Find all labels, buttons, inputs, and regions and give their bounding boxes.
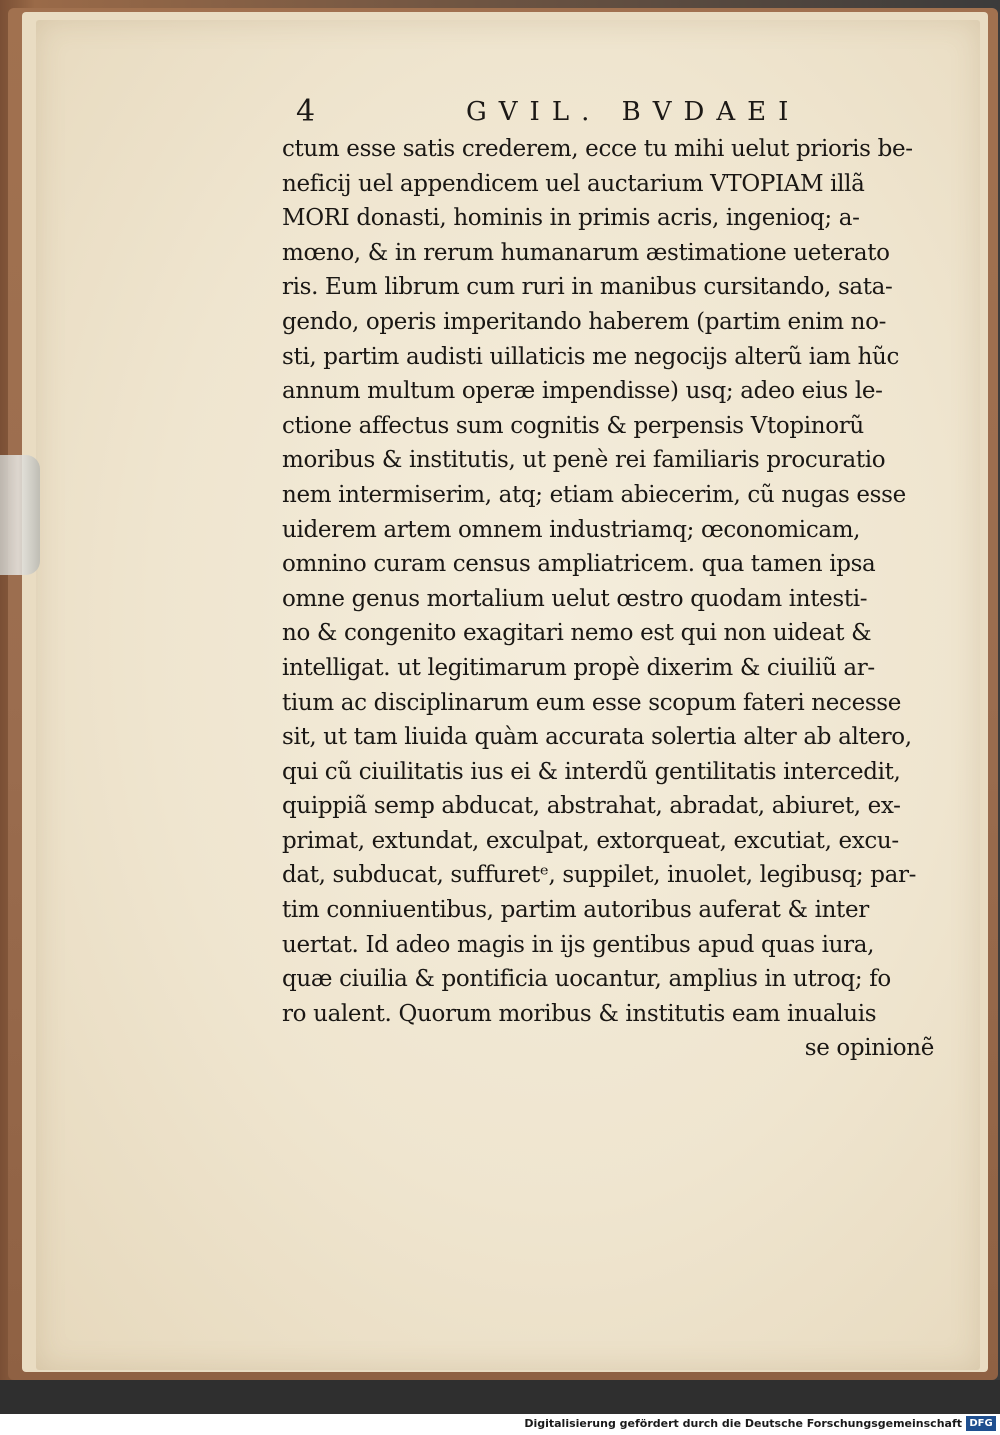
- text-line: no & congenito exagitari nemo est qui non uideat &: [282, 620, 872, 647]
- text-line: ctum esse satis crederem, ecce tu mihi uelut prioris be-: [282, 136, 913, 162]
- text-line: quæ ciuilia & pontificia uocantur, amplius in utroq; fo: [282, 966, 891, 993]
- page-number: 4: [296, 94, 316, 129]
- text-line: dat, subducat, suffuretᵉ, suppilet, inuolet, legibusq; par-: [282, 862, 917, 889]
- text-line: omne genus mortalium uelut œstro quodam intesti-: [282, 585, 868, 612]
- text-line: uiderem artem omnem industriamq; œconomicam,: [282, 516, 861, 543]
- scan-background-bottom: [0, 1380, 1000, 1414]
- text-line: se opinionẽ: [804, 1035, 934, 1062]
- text-line: primat, extundat, exculpat, extorqueat, excutiat, excu-: [282, 827, 899, 854]
- text-line: qui cũ ciuilitatis ius ei & interdũ gentilitatis intercedit,: [282, 758, 901, 785]
- text-line: MORI donasti, hominis in primis acris, ingenioq; a-: [282, 205, 860, 232]
- body-text: [282, 132, 942, 1066]
- running-head: GVIL. BVDAEI: [466, 97, 801, 127]
- text-line: moribus & institutis, ut penè rei familiaris procuratio: [282, 447, 886, 474]
- text-line: neficij uel appendicem uel auctarium VTOPIAM illã: [282, 170, 865, 197]
- text-line: omnino curam census ampliatricem. qua tamen ipsa: [282, 551, 876, 578]
- page-clip: [0, 455, 40, 575]
- text-line: gendo, operis imperitando haberem (partim enim no-: [282, 308, 887, 335]
- text-line: quippiã semp abducat, abstrahat, abradat, abiuret, ex-: [282, 793, 901, 820]
- text-line: intelligat. ut legitimarum propè dixerim & ciuiliũ ar-: [282, 654, 875, 681]
- footer-bar: [0, 1414, 1000, 1435]
- text-line: ro ualent. Quorum moribus & institutis eam inualuis: [282, 1000, 877, 1027]
- page-header: [296, 92, 896, 136]
- text-line: annum multum operæ impendisse) usq; adeo eius le-: [282, 378, 883, 405]
- text-line: ctione affectus sum cognitis & perpensis Vtopinorũ: [282, 412, 864, 439]
- text-line: sit, ut tam liuida quàm accurata solertia alter ab altero,: [282, 724, 912, 751]
- text-line: tim conniuentibus, partim autoribus auferat & inter: [282, 897, 869, 924]
- text-line: ris. Eum librum cum ruri in manibus cursitando, sata-: [282, 274, 893, 301]
- text-line: nem intermiserim, atq; etiam abiecerim, cũ nugas esse: [282, 481, 906, 508]
- text-line: tium ac disciplinarum eum esse scopum fateri necesse: [282, 689, 901, 716]
- funding-credit: Digitalisierung gefördert durch die Deutsche Forschungsgemeinschaft: [524, 1417, 962, 1430]
- dfg-logo: DFG: [966, 1416, 996, 1431]
- text-line: sti, partim audisti uillaticis me negocijs alterũ iam hũc: [282, 343, 900, 370]
- text-line: uertat. Id adeo magis in ijs gentibus apud quas iura,: [282, 931, 875, 958]
- text-line: mœno, & in rerum humanarum æstimatione ueterato: [282, 239, 890, 266]
